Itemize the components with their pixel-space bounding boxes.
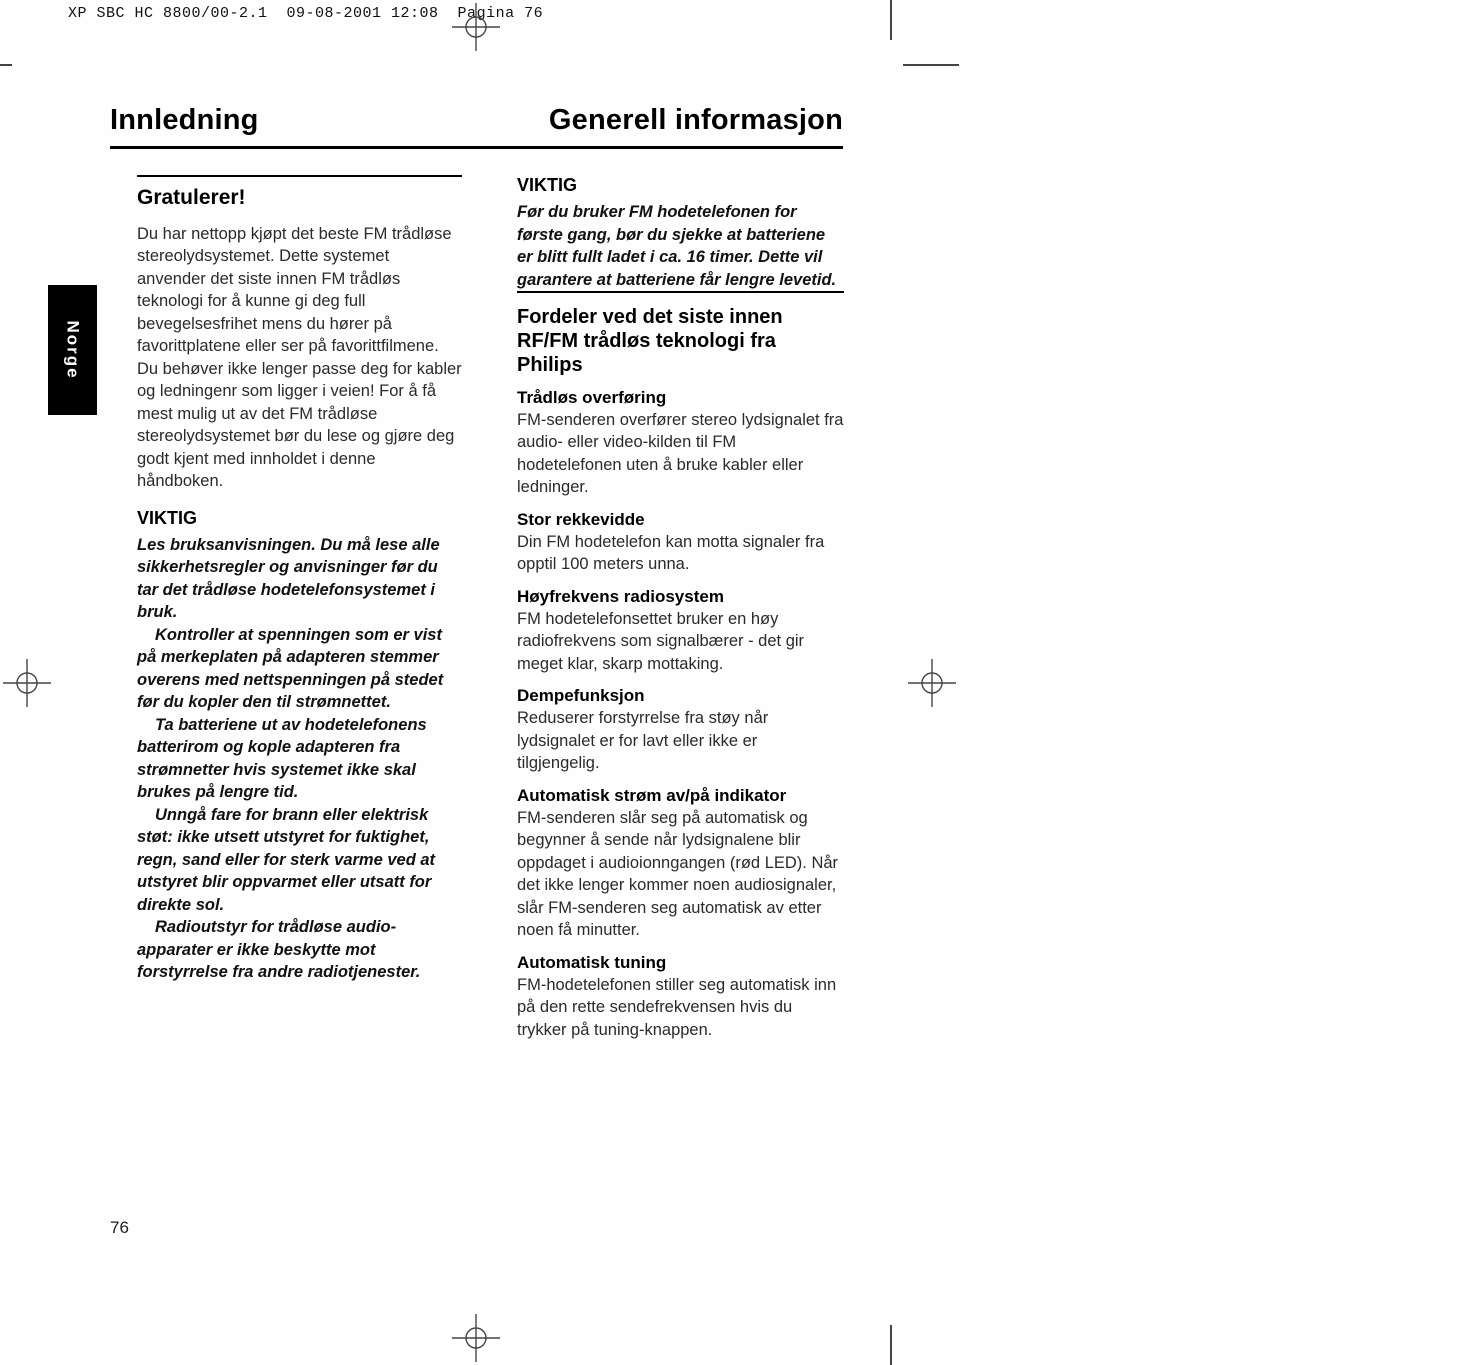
registration-crosshair-icon — [3, 659, 51, 707]
important-paragraph: Les bruksanvisningen. Du må lese alle sikkerhetsregler og anvisninger før du tar det trådløse hodetelefonsystemet i bruk. — [137, 535, 440, 621]
language-tab-label: Norge — [63, 320, 83, 380]
feature-title: Stor rekkevidde — [517, 509, 645, 529]
registration-crosshair-icon — [452, 1314, 500, 1362]
registration-crosshair-icon — [908, 659, 956, 707]
feature-block — [517, 388, 844, 499]
section-rule — [137, 175, 462, 177]
left-column — [137, 175, 462, 984]
important-paragraph: Før du bruker FM hodetelefonen for første gang, bør du sjekke at batteriene er blitt fullt ladet i ca. 16 timer. Dette vil garantere at batteriene får lengre levetid. — [517, 203, 837, 289]
important-paragraph: Radioutstyr for trådløse audio-apparater er ikke beskytte mot forstyrrelse fra andre radiotjenester. — [137, 918, 421, 981]
benefits-heading: Fordeler ved det siste innen RF/FM trådløs teknologi fra Philips — [517, 305, 783, 376]
feature-body: Din FM hodetelefon kan motta signaler fra opptil 100 meters unna. — [517, 532, 825, 573]
important-paragraph: Ta batteriene ut av hodetelefonens batterirom og kople adapteren fra strømnetter hvis systemet ikke skal brukes på lengre tid. — [137, 715, 427, 801]
feature-block — [517, 786, 844, 942]
section-heading: Gratulerer! — [137, 185, 246, 209]
feature-body: FM-senderen overfører stereo lydsignalet fra audio- eller video-kilden til FM hodetelefonen uten å bruke kabler eller ledninger. — [517, 410, 844, 496]
section-rule — [517, 291, 844, 293]
feature-title: Trådløs overføring — [517, 387, 667, 407]
feature-body: Reduserer forstyrrelse fra støy når lydsignalet er for lavt eller ikke er tilgjengelig. — [517, 709, 769, 772]
feature-block — [517, 686, 844, 775]
important-paragraph: Unngå fare for brann eller elektrisk støt: ikke utsett utstyret for fuktighet, regn, sand eller for sterk varme ved at utstyret blir oppvarmet eller utsatt for direkte sol. — [137, 805, 436, 914]
right-column — [517, 175, 844, 1043]
trim-mark — [890, 1325, 892, 1365]
intro-paragraph: Du har nettopp kjøpt det beste FM trådløse stereolydsystemet. Dette systemet anvender det siste innen FM trådløs teknologi for å kunne gi deg full bevegelsesfrihet mens du hører på favorittplatene eller ser på favorittfilmene. Du behøver ikke lenger passe deg for kabler og ledningenr som ligger i veien! For å få mest mulig ut av det FM trådløse stereolydsystemet bør du lese og gjøre deg godt kjent med innholdet i denne håndboken. — [137, 224, 462, 490]
print-slug-line: XP SBC HC 8800/00-2.1 09-08-2001 12:08 Pagina 76 — [68, 5, 544, 22]
feature-block — [517, 953, 844, 1042]
header-rule — [110, 146, 843, 149]
feature-title: Høyfrekvens radiosystem — [517, 586, 724, 606]
feature-block — [517, 510, 844, 576]
important-heading: VIKTIG — [517, 175, 578, 195]
registration-crosshair-icon — [452, 3, 500, 51]
chapter-title-right: Generell informasjon — [548, 104, 843, 136]
trim-mark — [0, 64, 12, 66]
feature-title: Automatisk tuning — [517, 952, 667, 972]
trim-mark — [903, 64, 959, 66]
trim-mark — [890, 0, 892, 40]
chapter-header — [110, 104, 843, 137]
page-number: 76 — [110, 1218, 129, 1237]
feature-body: FM-hodetelefonen stiller seg automatisk inn på den rette sendefrekvensen hvis du trykker på tuning-knappen. — [517, 975, 837, 1039]
feature-body: FM-senderen slår seg på automatisk og begynner å sende når lydsignalene blir oppdaget i audioionngangen (rød LED). Når det ikke lenger kommer noen audiosignaler, slår FM-senderen seg automatisk av etter noen få minutter. — [517, 808, 839, 939]
feature-block — [517, 587, 844, 676]
chapter-title-left: Innledning — [110, 104, 259, 136]
feature-body: FM hodetelefonsettet bruker en høy radiofrekvens som signalbærer - det gir meget klar, skarp mottaking. — [517, 609, 805, 673]
feature-title: Dempefunksjon — [517, 686, 645, 705]
feature-title: Automatisk strøm av/på indikator — [517, 785, 787, 805]
language-tab-norge — [48, 285, 97, 415]
important-heading: VIKTIG — [137, 507, 198, 528]
important-paragraph: Kontroller at spenningen som er vist på merkeplaten på adapteren stemmer overens med nettspenningen på stedet før du kopler den til strømnettet. — [137, 625, 444, 711]
